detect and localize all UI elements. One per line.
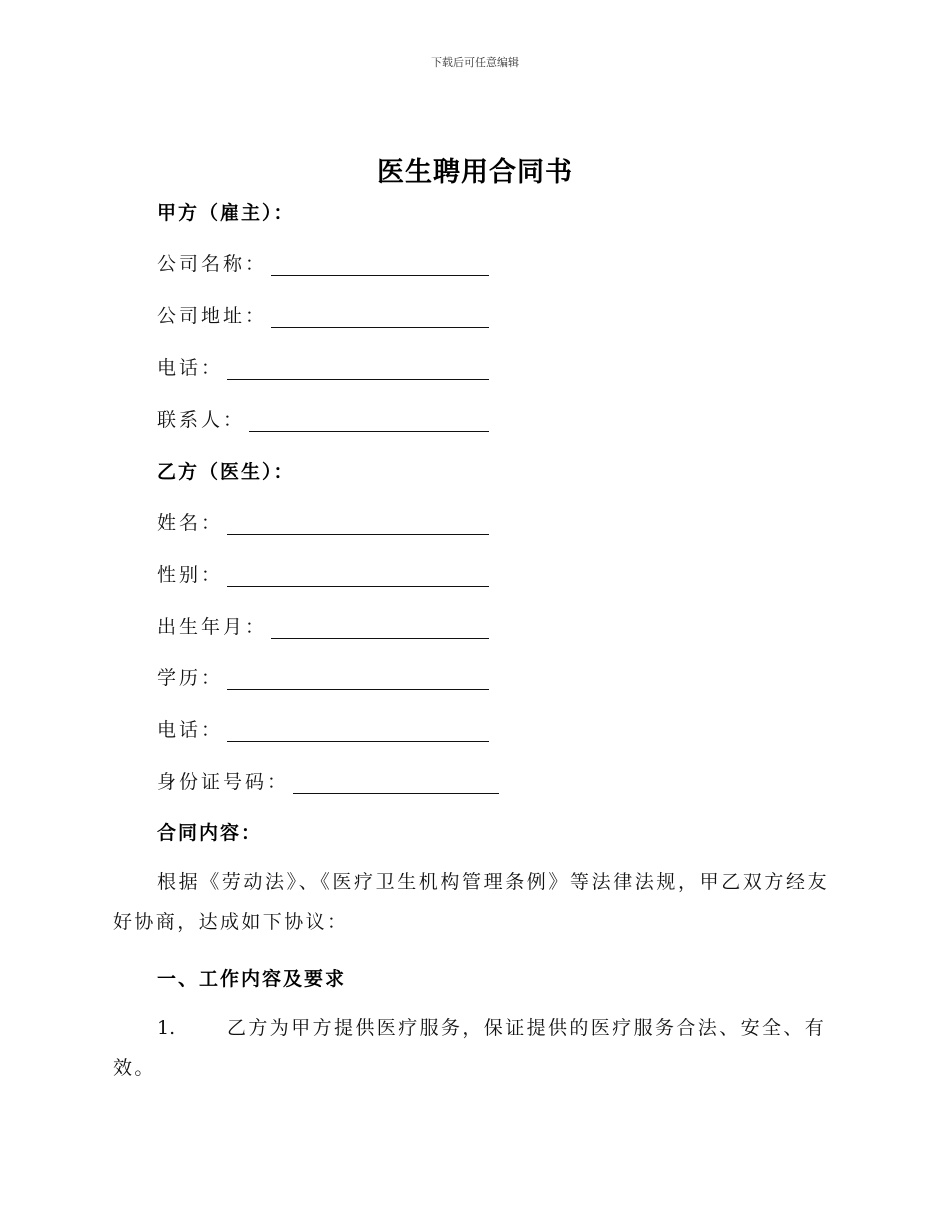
company-name-blank[interactable] bbox=[271, 253, 489, 276]
field-label: 学历： bbox=[157, 667, 224, 689]
company-address-blank[interactable] bbox=[271, 305, 489, 328]
contact-person-blank[interactable] bbox=[249, 409, 489, 432]
doctor-phone-field[interactable] bbox=[157, 712, 489, 742]
field-label: 出生年月： bbox=[157, 616, 268, 638]
party-a-heading: 甲方（雇主）： bbox=[157, 202, 295, 224]
item-text: 乙方为甲方提供医疗服务，保证提供的医疗服务合法、安全、有效。 bbox=[113, 1017, 827, 1079]
company-name-field[interactable] bbox=[157, 246, 489, 276]
gender-blank[interactable] bbox=[227, 564, 489, 587]
company-address-field[interactable] bbox=[157, 298, 489, 328]
field-label: 电话： bbox=[157, 719, 224, 741]
education-blank[interactable] bbox=[227, 667, 489, 690]
gender-field[interactable] bbox=[157, 557, 489, 587]
field-label: 身份证号码： bbox=[157, 771, 290, 793]
birth-date-blank[interactable] bbox=[271, 616, 489, 639]
doctor-name-blank[interactable] bbox=[227, 512, 489, 535]
doctor-name-field[interactable] bbox=[157, 505, 489, 535]
education-field[interactable] bbox=[157, 660, 489, 690]
company-phone-field[interactable] bbox=[157, 350, 489, 380]
section-1-item-1 bbox=[113, 1008, 829, 1088]
id-number-blank[interactable] bbox=[293, 771, 499, 794]
item-number: 1. bbox=[157, 1017, 176, 1039]
field-label: 姓名： bbox=[157, 512, 224, 534]
contract-intro-paragraph: 根据《劳动法》、《医疗卫生机构管理条例》等法律法规，甲乙双方经友好协商，达成如下协议： bbox=[113, 871, 829, 933]
contact-person-field[interactable] bbox=[157, 402, 489, 432]
company-phone-blank[interactable] bbox=[227, 357, 489, 380]
contract-content-heading: 合同内容： bbox=[157, 822, 263, 844]
field-label: 公司地址： bbox=[157, 305, 268, 327]
id-number-field[interactable] bbox=[157, 764, 499, 794]
document-title: 医生聘用合同书 bbox=[377, 157, 573, 188]
header-note: 下载后可任意编辑 bbox=[431, 56, 519, 69]
birth-date-field[interactable] bbox=[157, 609, 489, 639]
field-label: 联系人： bbox=[157, 409, 246, 431]
party-b-heading: 乙方（医生）： bbox=[157, 461, 295, 483]
doctor-phone-blank[interactable] bbox=[227, 719, 489, 742]
section-1-heading: 一、工作内容及要求 bbox=[157, 968, 347, 990]
field-label: 性别： bbox=[157, 564, 224, 586]
field-label: 电话： bbox=[157, 357, 224, 379]
field-label: 公司名称： bbox=[157, 253, 268, 275]
